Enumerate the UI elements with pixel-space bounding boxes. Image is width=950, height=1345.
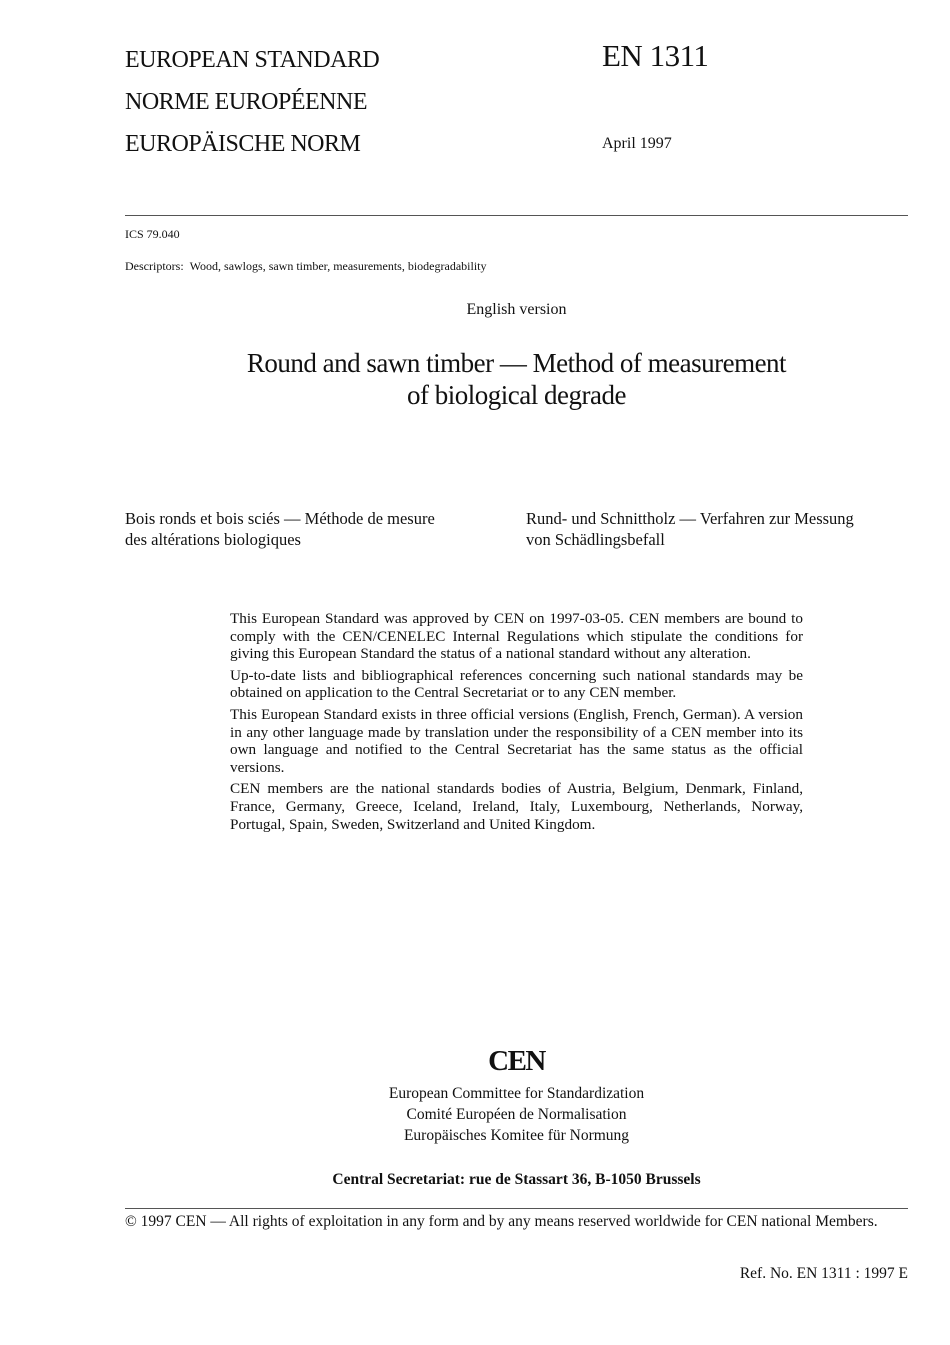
- notice-paragraph: CEN members are the national standards bodies of Austria, Belgium, Denmark, Finland, France, Germany, Greece, Iceland, Ireland, Italy, Luxembourg, Netherlands, Norway, Portugal, Spain, Sweden, Switzerland and United Kingdom.: [230, 780, 803, 833]
- cen-committee-names: [125, 1083, 908, 1146]
- reference-number: Ref. No. EN 1311 : 1997 E: [739, 1265, 908, 1282]
- german-title: [526, 508, 916, 550]
- footer-divider: [125, 1208, 908, 1209]
- notice-paragraph: This European Standard was approved by CEN on 1997-03-05. CEN members are bound to comply with the CEN/CENELEC Internal Regulations which stipulate the conditions for giving this European Standard the status of a national standard without any alteration.: [230, 610, 803, 663]
- standard-name-german: EUROPÄISCHE NORM: [125, 131, 361, 157]
- title-line: Round and sawn timber — Method of measurement: [246, 348, 787, 378]
- german-title-line: Rund- und Schnittholz — Verfahren zur Messung: [526, 509, 854, 528]
- approval-notice: [230, 610, 803, 837]
- notice-paragraph: Up-to-date lists and bibliographical references concerning such national standards may be obtained on application to the Central Secretariat or to any CEN member.: [230, 666, 803, 702]
- french-title-line: des altérations biologiques: [125, 530, 301, 549]
- notice-paragraph: This European Standard exists in three official versions (English, French, German). A version in any other language made by translation under the responsibility of a CEN member into its own language and notified to the Central Secretariat has the same status as the official versions.: [230, 705, 803, 776]
- standard-name-english: EUROPEAN STANDARD: [125, 47, 380, 73]
- committee-name-german: Europäisches Komitee für Normung: [403, 1127, 630, 1144]
- copyright-notice: © 1997 CEN — All rights of exploitation in any form and by any means reserved worldwide for CEN national Members.: [125, 1213, 878, 1230]
- committee-name-english: European Committee for Standardization: [388, 1085, 645, 1102]
- standard-number: EN 1311: [602, 38, 709, 73]
- publication-date: April 1997: [602, 135, 672, 152]
- committee-name-french: Comité Européen de Normalisation: [406, 1106, 627, 1123]
- standard-name-french: NORME EUROPÉENNE: [125, 89, 367, 115]
- descriptors-label: Descriptors:: [125, 259, 184, 273]
- header-divider: [125, 215, 908, 216]
- language-version: English version: [466, 301, 567, 318]
- french-title: [125, 508, 505, 550]
- french-title-line: Bois ronds et bois sciés — Méthode de mesure: [125, 509, 435, 528]
- descriptors-value: Wood, sawlogs, sawn timber, measurements, biodegradability: [189, 259, 487, 273]
- central-secretariat-address: Central Secretariat: rue de Stassart 36, B-1050 Brussels: [332, 1171, 701, 1188]
- german-title-line: von Schädlingsbefall: [526, 530, 665, 549]
- cen-logo: CEN: [488, 1045, 545, 1077]
- descriptors: [125, 260, 486, 272]
- ics-code: ICS 79.040: [125, 227, 180, 241]
- document-title: [125, 347, 908, 411]
- title-line: of biological degrade: [407, 380, 626, 410]
